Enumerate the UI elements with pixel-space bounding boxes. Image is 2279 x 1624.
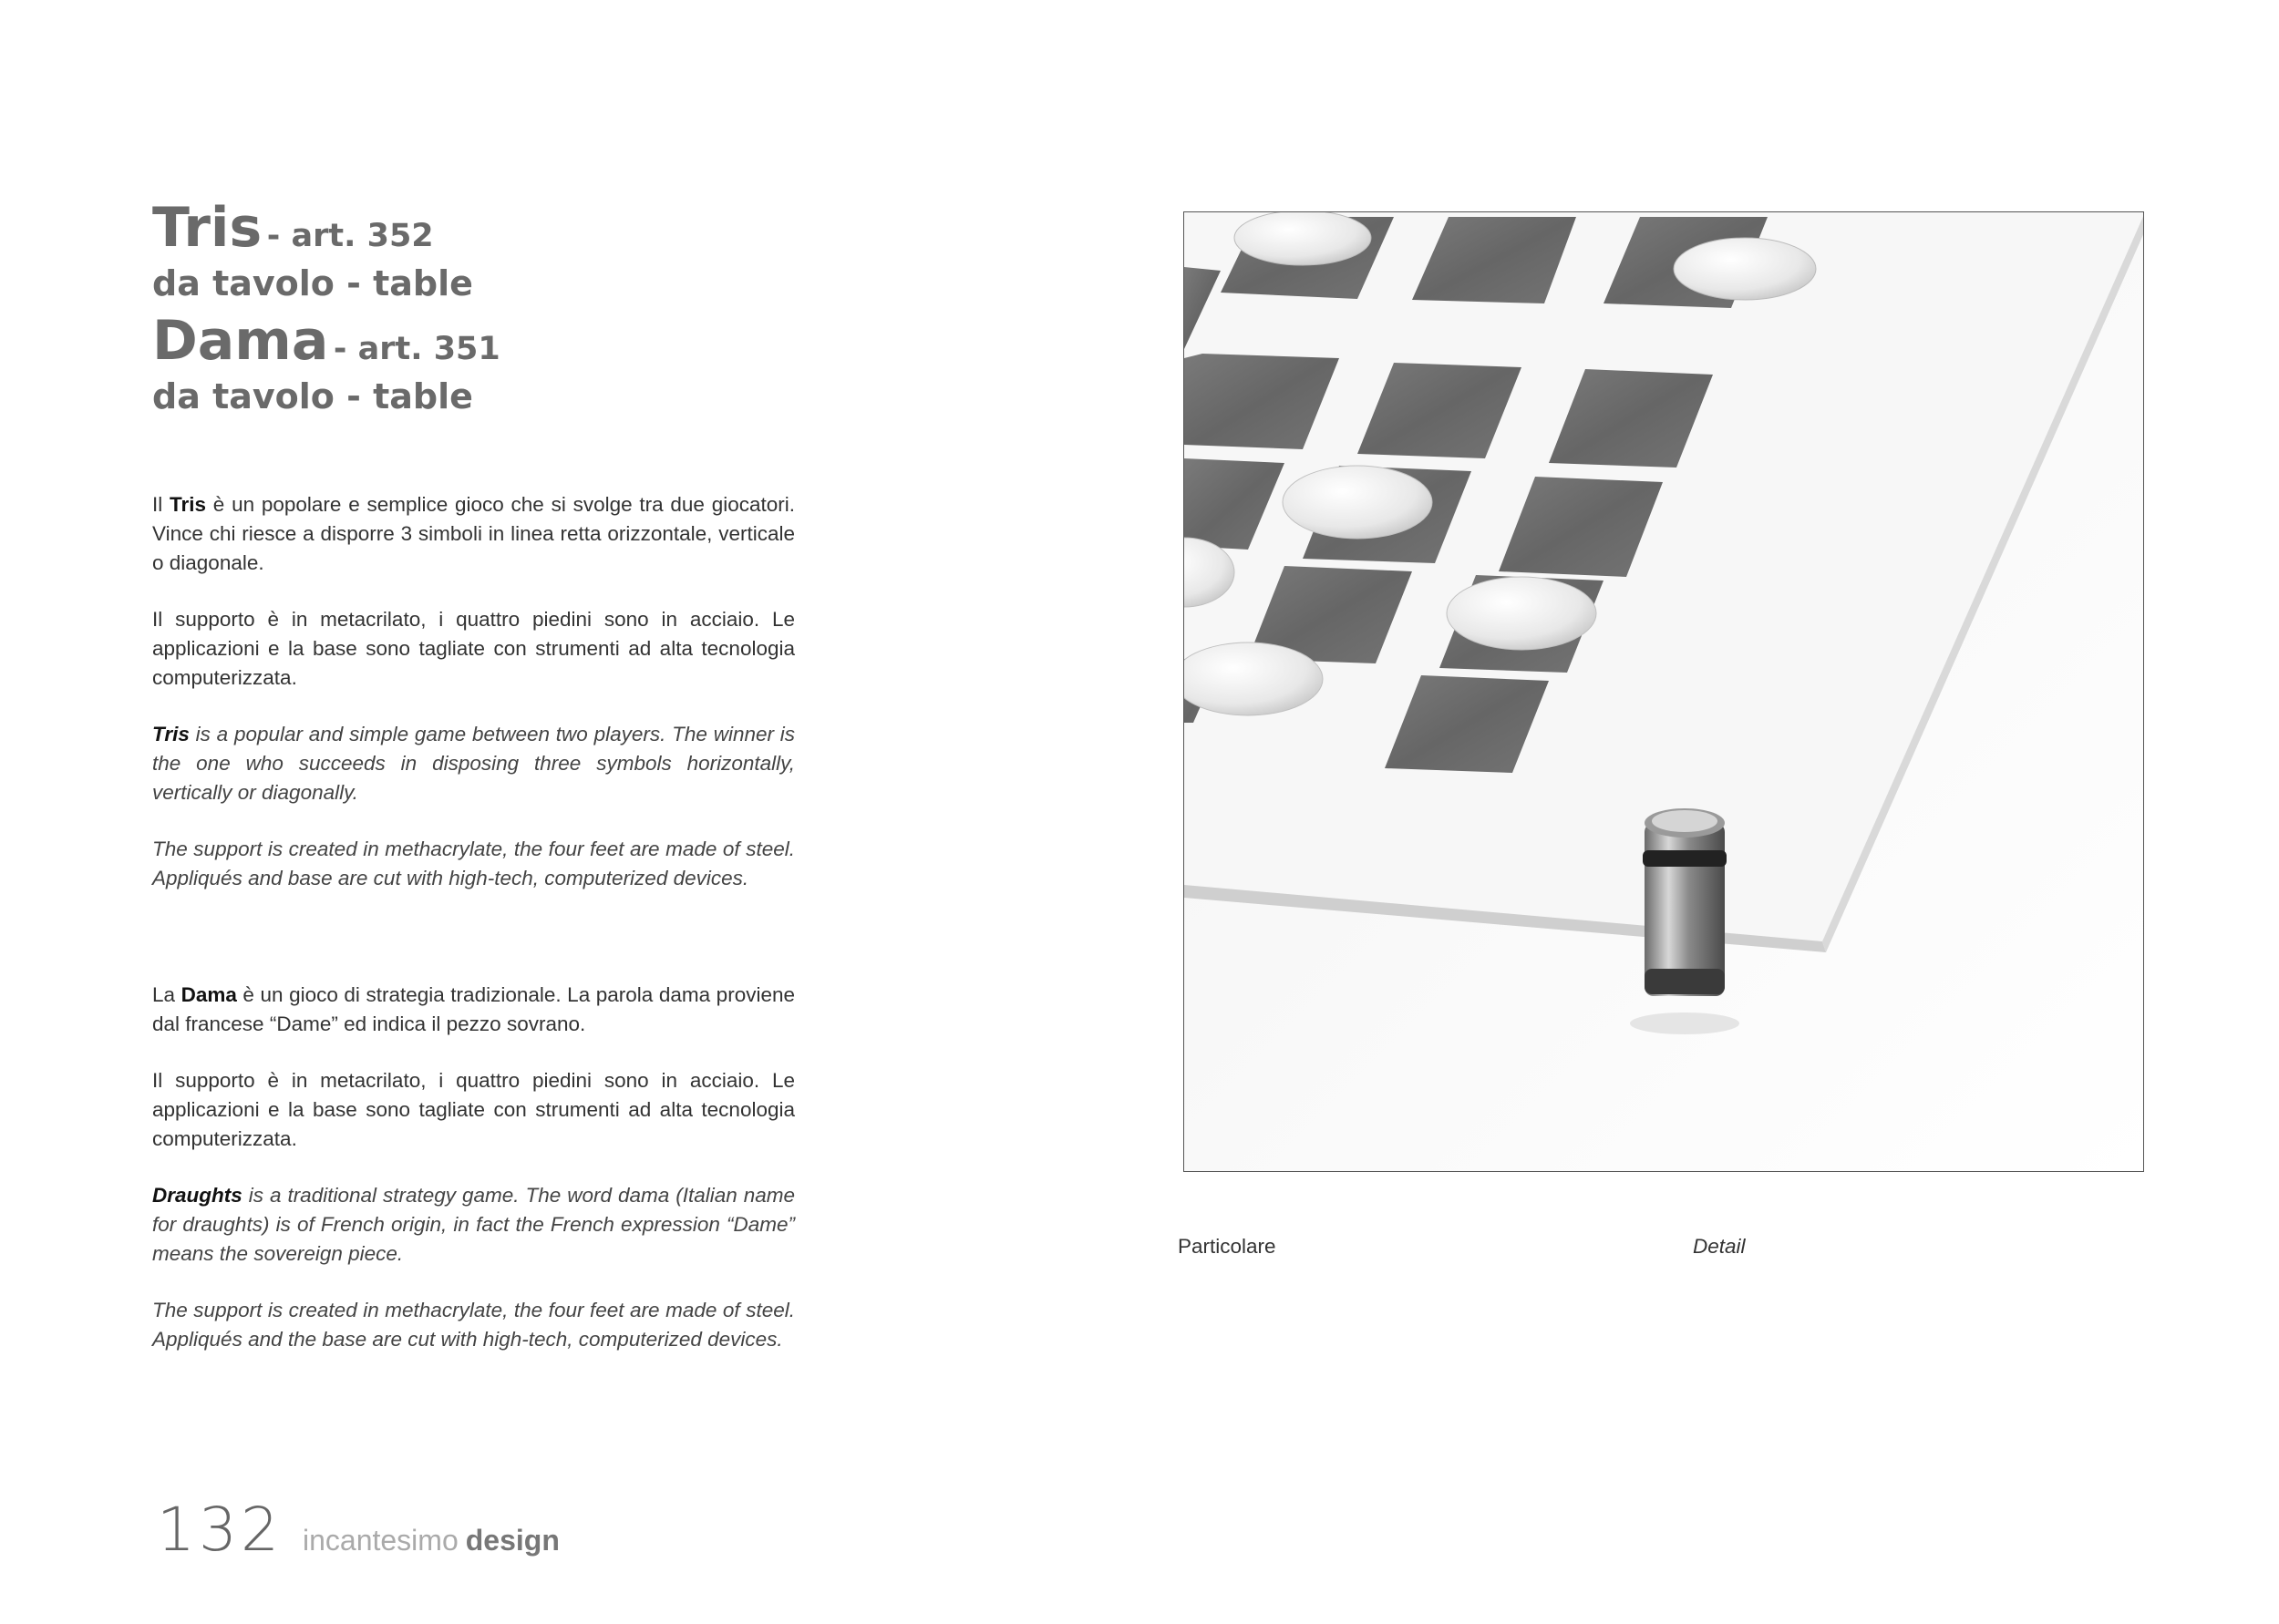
draughts-bold-name: Draughts bbox=[152, 1184, 242, 1207]
tris-description bbox=[152, 490, 795, 893]
text-span: Il bbox=[152, 493, 170, 516]
tris-paragraph-en-2: The support is created in methacrylate, the four feet are made of steel. Appliqués and base are cut with high-tech, computerized devices. bbox=[152, 838, 795, 889]
tris-bold-name-en: Tris bbox=[152, 723, 190, 745]
text-span: is a traditional strategy game. The word dama (Italian name for draughts) is of French origin, in fact the French expression “Dame” means the sovereign piece. bbox=[152, 1184, 795, 1265]
dama-paragraph-it-1 bbox=[152, 981, 795, 1039]
dama-subtitle: da tavolo - table bbox=[152, 376, 473, 416]
caption-italian: Particolare bbox=[1178, 1235, 1276, 1258]
page-footer bbox=[157, 1495, 560, 1567]
dama-paragraph-en-2: The support is created in methacrylate, the four feet are made of steel. Appliqués and the base are cut with high-tech, computerized devices. bbox=[152, 1299, 795, 1351]
tris-paragraph-en-1 bbox=[152, 720, 795, 807]
tris-name: Tris bbox=[152, 196, 263, 260]
dama-description bbox=[152, 981, 795, 1354]
text-span: La bbox=[152, 983, 181, 1006]
dama-paragraph-it-2: Il supporto è in metacrilato, i quattro piedini sono in acciaio. Le applicazioni e la base sono tagliate con strumenti ad alta tecnologia computerizzata. bbox=[152, 1069, 795, 1150]
tris-paragraph-it-1 bbox=[152, 490, 795, 578]
product-photo bbox=[1183, 211, 2144, 1172]
caption-english: Detail bbox=[1693, 1235, 1746, 1258]
tris-paragraph-it-2: Il supporto è in metacrilato, i quattro piedini sono in acciaio. Le applicazioni e la base sono tagliate con strumenti ad alta tecnologia computerizzata. bbox=[152, 608, 795, 689]
tris-article: - art. 352 bbox=[266, 218, 434, 254]
brand-name-bold: design bbox=[465, 1524, 560, 1557]
page-number: 132 bbox=[157, 1495, 283, 1565]
title-block bbox=[152, 196, 500, 416]
tris-bold-name: Tris bbox=[170, 493, 207, 516]
dama-article: - art. 351 bbox=[333, 331, 500, 367]
dama-bold-name: Dama bbox=[180, 983, 237, 1006]
tris-title bbox=[152, 196, 500, 260]
dama-name: Dama bbox=[152, 309, 329, 373]
tris-subtitle: da tavolo - table bbox=[152, 263, 473, 303]
text-span: is a popular and simple game between two players. The winner is the one who succeeds in disposing three symbols horizontally, vertically or diagonally. bbox=[152, 723, 795, 804]
text-span: è un gioco di strategia tradizionale. La parola dama proviene dal francese “Dame” ed indica il pezzo sovrano. bbox=[152, 983, 795, 1035]
brand-name-light: incantesimo bbox=[302, 1524, 459, 1557]
dama-title bbox=[152, 309, 500, 373]
text-span: è un popolare e semplice gioco che si svolge tra due giocatori. Vince chi riesce a disporre 3 simboli in linea retta orizzontale, verticale o diagonale. bbox=[152, 493, 795, 574]
dama-paragraph-en-1 bbox=[152, 1181, 795, 1269]
draughts-board-detail-image bbox=[1184, 212, 2144, 1172]
